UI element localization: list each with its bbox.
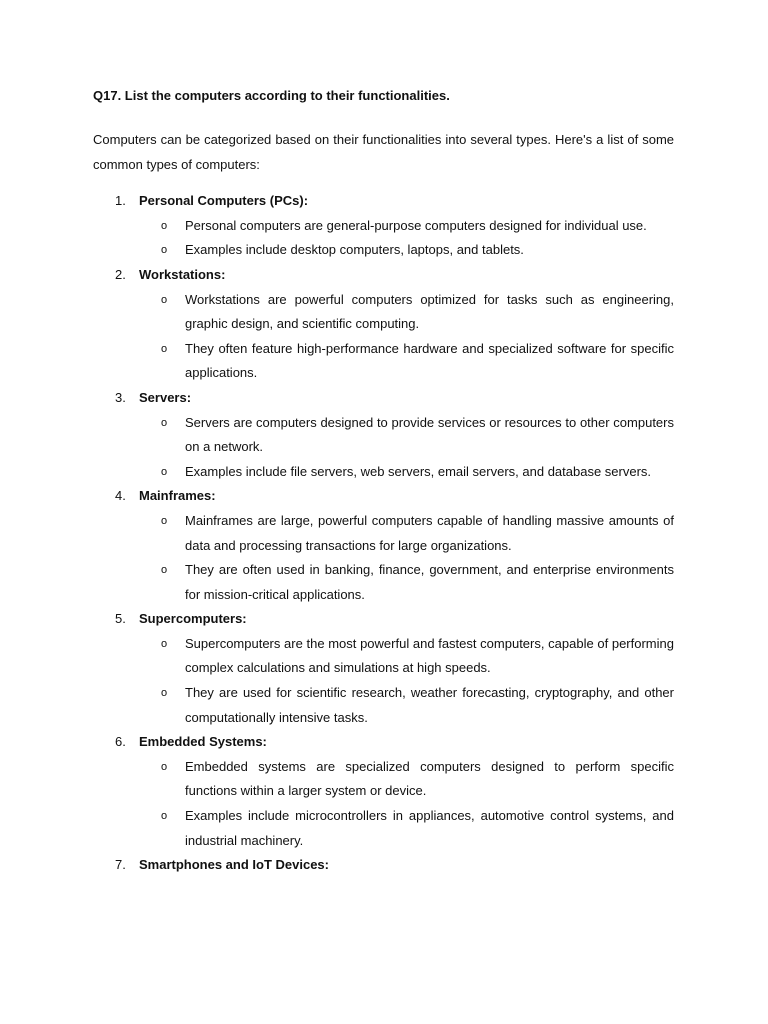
list-item-heading [115,386,674,411]
circle-bullet-icon: o [161,514,168,527]
sub-list [139,509,674,607]
circle-bullet-icon: o [161,637,168,650]
computer-types-list [93,189,674,878]
list-item [93,607,674,730]
circle-bullet-icon: o [161,810,168,823]
sub-list-item-text: They often feature high-performance hardware and specialized software for specific applications. [185,340,674,381]
sub-list-item [139,681,674,730]
sub-list-item-text: They are often used in banking, finance, government, and enterprise environments for mission-critical applications. [185,562,674,602]
question-heading: Q17. List the computers according to their functionalities. [93,88,450,103]
list-item-number: 6. [115,734,126,750]
circle-bullet-icon: o [161,760,168,773]
circle-bullet-icon: o [161,465,168,478]
circle-bullet-icon: o [161,293,168,306]
sub-list-item-text: Mainframes are large, powerful computers capable of handling massive amounts of data and processing transactions for large organizations. [185,512,674,553]
sub-list-item-text: Examples include desktop computers, laptops, and tablets. [185,242,524,258]
list-item-heading [115,189,674,214]
sub-list [139,755,674,853]
sub-list-item [139,632,674,681]
sub-list-item [139,411,674,460]
list-item-number: 3. [115,389,126,405]
list-item-number: 7. [115,857,126,873]
list-item-title: Workstations: [139,266,226,282]
list-item [93,263,674,386]
list-item-number: 1. [115,193,126,209]
sub-list-item [139,214,674,239]
sub-list-item-text: They are used for scientific research, weather forecasting, cryptography, and other computationally intensive tasks. [185,685,674,725]
list-item-number: 5. [115,611,126,627]
sub-list-item-text: Embedded systems are specialized computers designed to perform specific functions within a larger system or device. [185,758,674,799]
sub-list-item-text: Servers are computers designed to provide services or resources to other computers on a network. [185,414,674,455]
intro-paragraph: Computers can be categorized based on their functionalities into several types. Here's a list of some common types of computers: [93,132,674,172]
sub-list [139,632,674,730]
circle-bullet-icon: o [161,564,168,577]
sub-list [139,214,674,263]
sub-list-item-text: Examples include microcontrollers in appliances, automotive control systems, and industrial machinery. [185,808,674,848]
list-item [93,730,674,853]
list-item-heading [115,484,674,509]
sub-list-item [139,337,674,386]
sub-list-item [139,460,674,485]
sub-list-item [139,558,674,607]
sub-list-item [139,509,674,558]
list-item-heading [115,853,674,878]
list-item [93,484,674,607]
sub-list-item [139,804,674,853]
list-item-heading [115,263,674,288]
circle-bullet-icon: o [161,687,168,700]
list-item-heading [115,607,674,632]
circle-bullet-icon: o [161,342,168,355]
list-item-number: 4. [115,488,126,504]
sub-list-item-text: Examples include file servers, web servers, email servers, and database servers. [185,463,652,479]
circle-bullet-icon: o [161,416,168,429]
list-item [93,386,674,484]
list-item-title: Personal Computers (PCs): [139,193,309,209]
list-item-number: 2. [115,266,126,282]
list-item [93,853,674,878]
list-item-title: Supercomputers: [139,611,247,627]
list-item-title: Smartphones and IoT Devices: [139,857,329,873]
sub-list-item-text: Personal computers are general-purpose computers designed for individual use. [185,217,647,233]
sub-list [139,411,674,485]
circle-bullet-icon: o [161,244,168,257]
circle-bullet-icon: o [161,219,168,232]
list-item-title: Servers: [139,389,192,405]
list-item-title: Embedded Systems: [139,734,267,750]
list-item [93,189,674,263]
sub-list-item [139,288,674,337]
sub-list-item [139,755,674,804]
sub-list-item-text: Supercomputers are the most powerful and fastest computers, capable of performing complex calculations and simulations at high speeds. [185,635,674,676]
sub-list-item-text: Workstations are powerful computers optimized for tasks such as engineering, graphic design, and scientific computing. [185,291,674,332]
document-content [93,86,674,878]
list-item-heading [115,730,674,755]
sub-list [139,288,674,386]
list-item-title: Mainframes: [139,488,216,504]
sub-list-item [139,238,674,263]
